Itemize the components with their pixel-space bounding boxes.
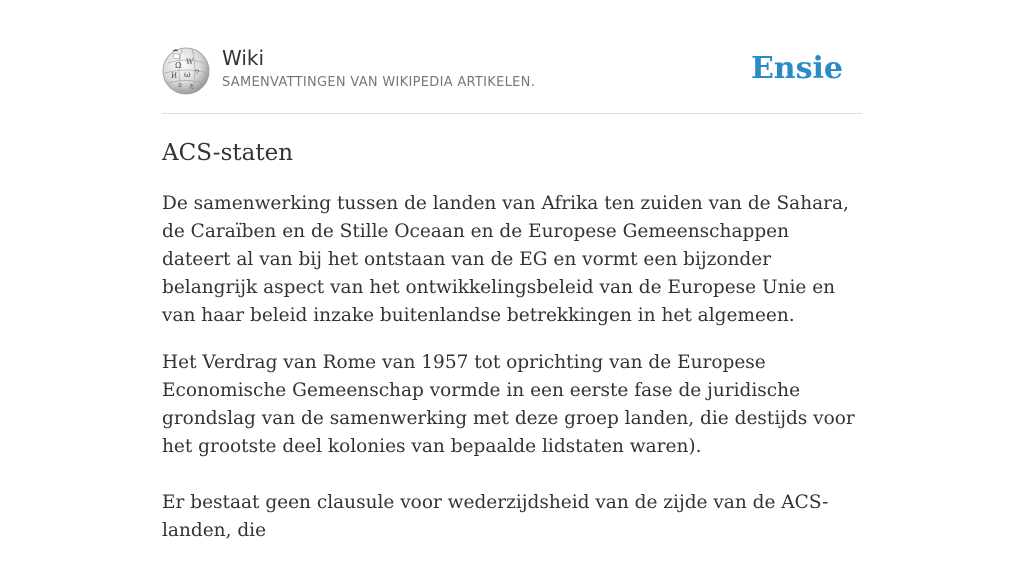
svg-text:Ω: Ω [175,61,182,70]
wikipedia-globe-icon[interactable] [162,47,210,95]
article-paragraph: Het Verdrag van Rome van 1957 tot oprichting van de Europese Economische Gemeenschap vormde in een eerste fase de juridische grondslag van de samenwerking met deze groep landen, die destijds voor het grootste deel kolonies van bepaalde lidstaten waren). [162,352,855,457]
article-body [162,190,862,564]
svg-text:ש: ש [178,82,183,89]
site-name[interactable]: Wiki [222,46,265,70]
site-header [162,0,862,114]
svg-text:ウ: ウ [194,69,201,76]
article-title: ACS-staten [162,140,294,166]
article-paragraph: Er bestaat geen clausule voor wederzijdsheid van de zijde van de ACS-landen, die [162,492,829,541]
svg-text:И: И [171,72,178,80]
content-container [162,0,862,541]
article-paragraph: De samenwerking tussen de landen van Afrika ten zuiden van de Sahara, de Caraïben en de Stille Oceaan en de Europese Gemeenschappen dateert al van bij het ontstaan van de EG en vormt een bijzonder belangrijk aspect van het ontwikkelingsbeleid van de Europese Unie en van haar beleid inzake buitenlandse betrekkingen in het algemeen. [162,193,849,326]
ensie-brand-logo[interactable]: Ensie [750,51,843,86]
svg-text:W: W [186,58,194,66]
svg-text:ع: ع [190,82,194,89]
svg-text:ω: ω [184,70,191,79]
site-tagline: SAMENVATTINGEN VAN WIKIPEDIA ARTIKELEN. [222,75,536,90]
